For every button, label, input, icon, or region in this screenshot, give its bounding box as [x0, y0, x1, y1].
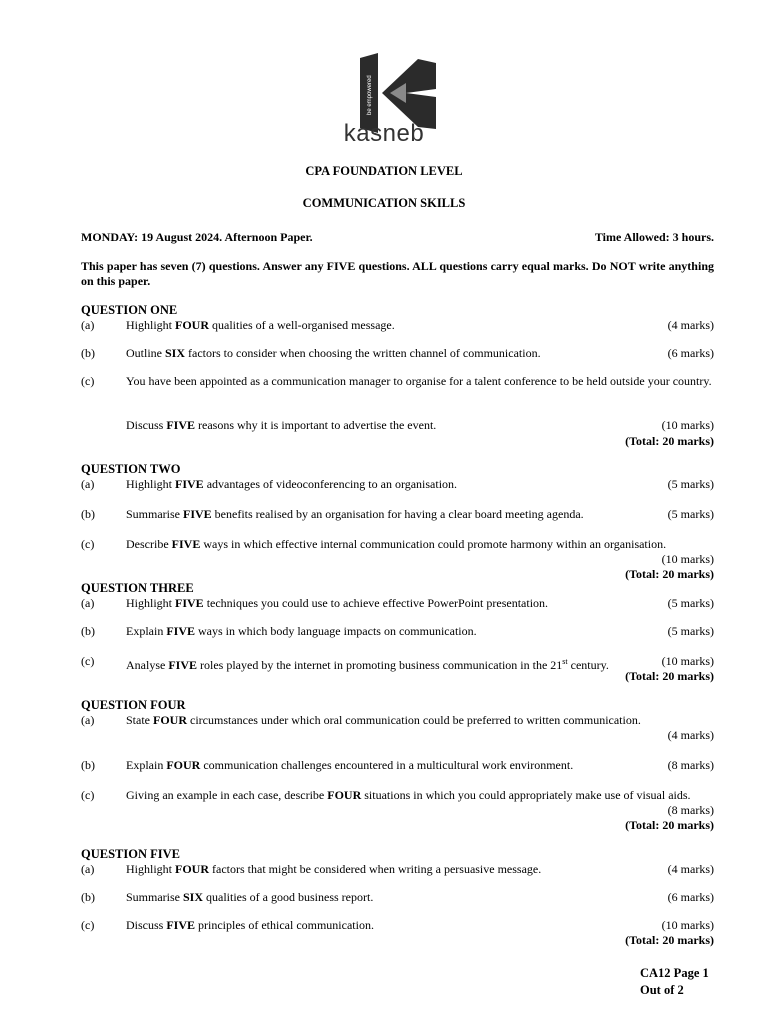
- q5-a-marks: (4 marks): [667, 862, 714, 876]
- q1-a-text: Highlight FOUR qualities of a well-organised message.: [126, 318, 395, 332]
- q5-b-marks: (6 marks): [667, 890, 714, 904]
- q1-c-text: You have been appointed as a communication manager to organise for a talent conference to be held outside your country.: [126, 374, 712, 388]
- q2-a-label: (a): [81, 477, 95, 491]
- q2-a-marks: (5 marks): [667, 477, 714, 491]
- logo-tagline: be empowered: [367, 75, 373, 115]
- q2-c-marks: (10 marks): [661, 552, 714, 566]
- q5-c-marks: (10 marks): [661, 918, 714, 932]
- q3-a-marks: (5 marks): [667, 596, 714, 610]
- page-count: Out of 2: [640, 983, 684, 997]
- exam-date: MONDAY: 19 August 2024. Afternoon Paper.: [81, 230, 313, 244]
- q4-b-label: (b): [81, 758, 95, 772]
- question-two-title: QUESTION TWO: [81, 462, 181, 476]
- q4-c-text: Giving an example in each case, describe FOUR situations in which you could appropriately make use of visual aids.: [126, 788, 691, 802]
- q1-b-text: Outline SIX factors to consider when choosing the written channel of communication.: [126, 346, 541, 360]
- q1-b-label: (b): [81, 346, 95, 360]
- q5-b-label: (b): [81, 890, 95, 904]
- q3-c-marks: (10 marks): [661, 654, 714, 668]
- q1-c-task: Discuss FIVE reasons why it is important to advertise the event.: [126, 418, 437, 432]
- q4-a-label: (a): [81, 713, 95, 727]
- q2-c-text: Describe FIVE ways in which effective internal communication could promote harmony within an organisation.: [126, 537, 667, 551]
- q3-c-label: (c): [81, 654, 95, 668]
- q2-total: (Total: 20 marks): [625, 567, 714, 581]
- q2-b-marks: (5 marks): [667, 507, 714, 521]
- q2-b-text: Summarise FIVE benefits realised by an organisation for having a clear board meeting agenda.: [126, 507, 584, 521]
- q5-c-text: Discuss FIVE principles of ethical communication.: [126, 918, 374, 932]
- q3-b-label: (b): [81, 624, 95, 638]
- q3-a-text: Highlight FIVE techniques you could use to achieve effective PowerPoint presentation.: [126, 596, 549, 610]
- q4-total: (Total: 20 marks): [625, 818, 714, 832]
- q2-c-label: (c): [81, 537, 95, 551]
- q2-a-text: Highlight FIVE advantages of videoconferencing to an organisation.: [126, 477, 458, 491]
- exam-level: CPA FOUNDATION LEVEL: [305, 164, 463, 178]
- q3-c-text: Analyse FIVE roles played by the internet in promoting business communication in the 21st century.: [126, 657, 609, 672]
- q5-total: (Total: 20 marks): [625, 933, 714, 947]
- q1-total: (Total: 20 marks): [625, 434, 714, 448]
- q4-a-text: State FOUR circumstances under which oral communication could be preferred to written communication.: [126, 713, 641, 727]
- q5-c-label: (c): [81, 918, 95, 932]
- q4-b-text: Explain FOUR communication challenges encountered in a multicultural work environment.: [126, 758, 574, 772]
- q5-a-text: Highlight FOUR factors that might be considered when writing a persuasive message.: [126, 862, 542, 876]
- q1-c-label: (c): [81, 374, 95, 388]
- question-four-title: QUESTION FOUR: [81, 698, 186, 712]
- instructions: This paper has seven (7) questions. Answer any FIVE questions. ALL questions carry equal marks. Do NOT write anything on this paper.: [81, 259, 714, 288]
- q4-b-marks: (8 marks): [667, 758, 714, 772]
- q2-b-label: (b): [81, 507, 95, 521]
- question-five-title: QUESTION FIVE: [81, 847, 180, 861]
- q3-a-label: (a): [81, 596, 95, 610]
- time-allowed: Time Allowed: 3 hours.: [594, 230, 714, 244]
- q1-a-marks: (4 marks): [667, 318, 714, 332]
- question-three-title: QUESTION THREE: [81, 581, 194, 595]
- q1-a-label: (a): [81, 318, 95, 332]
- exam-subject: COMMUNICATION SKILLS: [302, 196, 466, 210]
- q3-b-marks: (5 marks): [667, 624, 714, 638]
- q4-c-label: (c): [81, 788, 95, 802]
- q1-b-marks: (6 marks): [667, 346, 714, 360]
- q3-b-text: Explain FIVE ways in which body language impacts on communication.: [126, 624, 477, 638]
- page-number: CA12 Page 1: [640, 966, 709, 980]
- q4-a-marks: (4 marks): [667, 728, 714, 742]
- q4-c-marks: (8 marks): [667, 803, 714, 817]
- brand-name: kasneb: [343, 120, 425, 147]
- q5-b-text: Summarise SIX qualities of a good business report.: [126, 890, 374, 904]
- q5-a-label: (a): [81, 862, 95, 876]
- q1-c-marks: (10 marks): [661, 418, 714, 432]
- q3-total: (Total: 20 marks): [625, 669, 714, 683]
- question-one-title: QUESTION ONE: [81, 303, 178, 317]
